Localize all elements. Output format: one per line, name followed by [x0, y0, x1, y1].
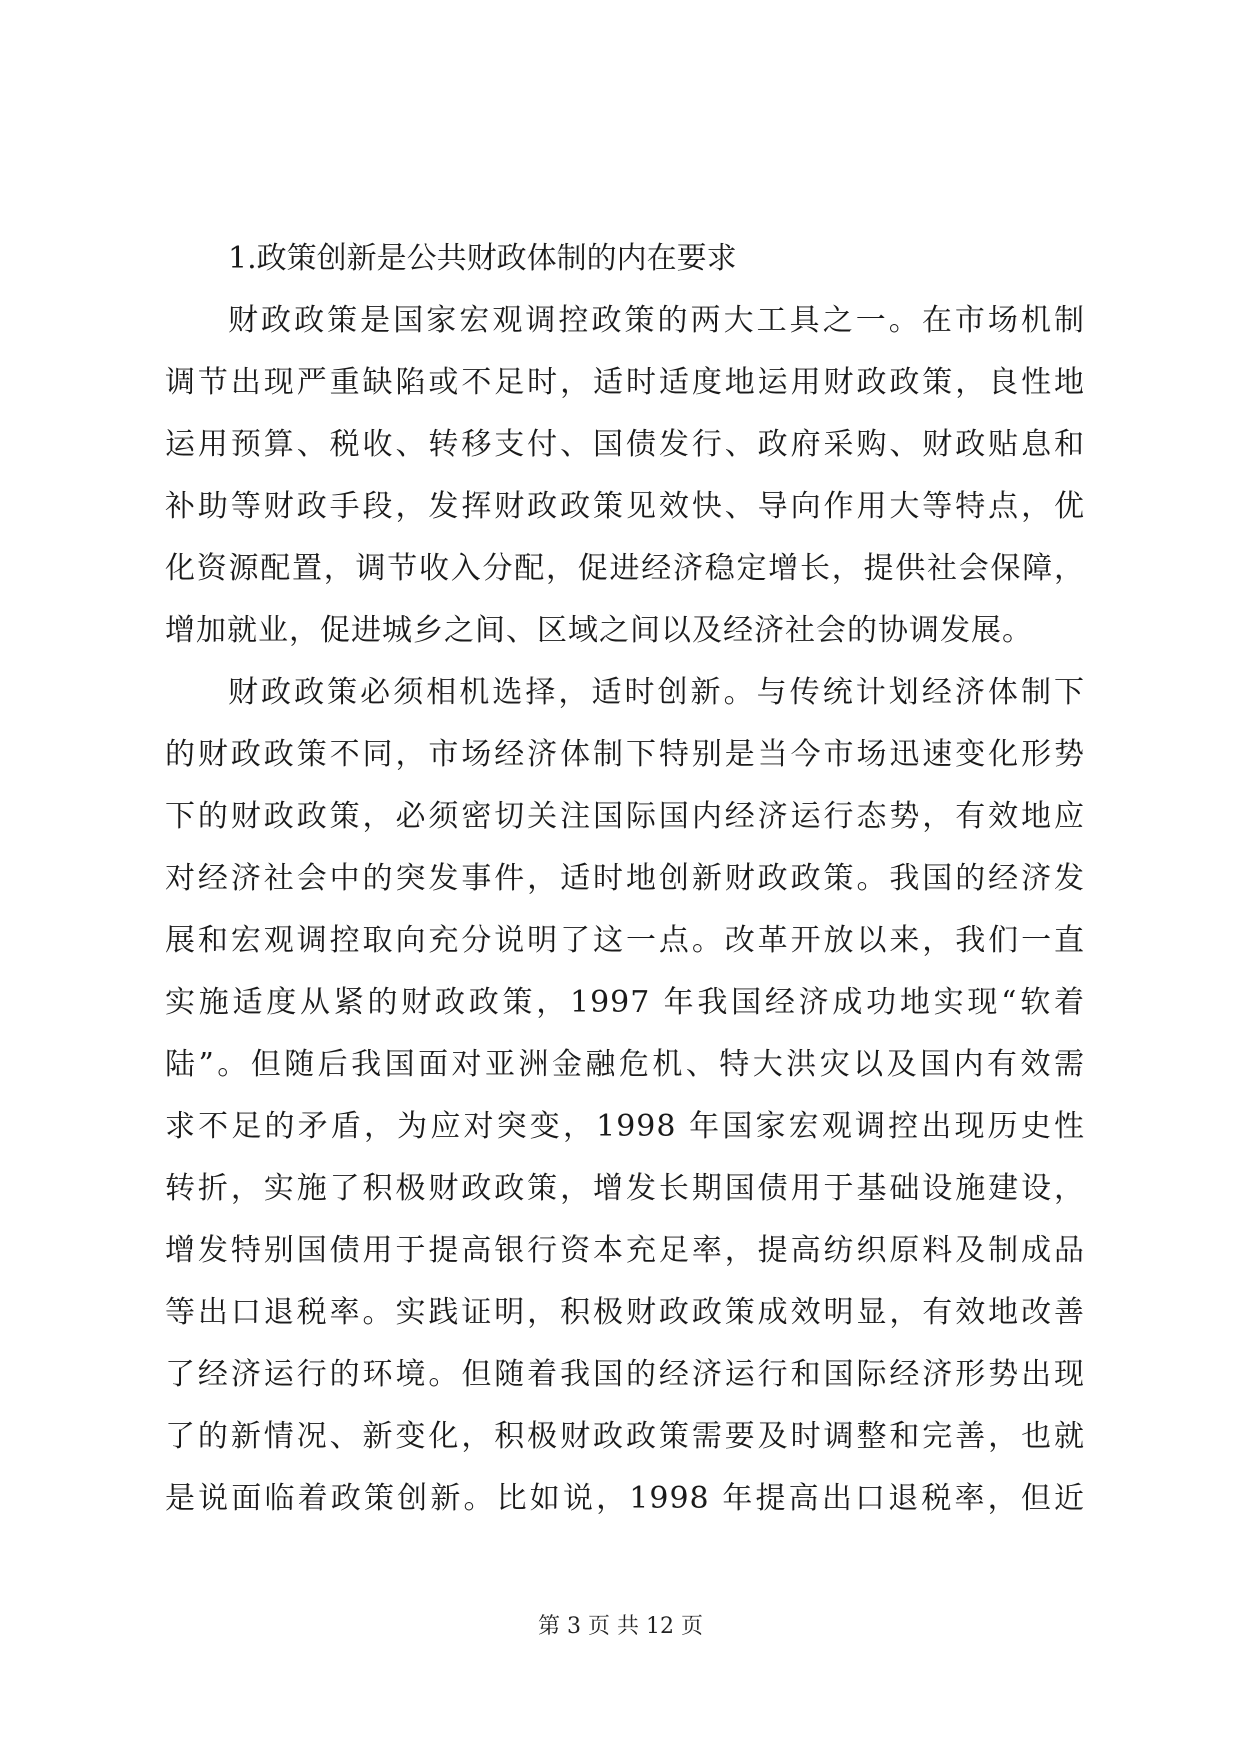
paragraph-line: 运用预算、税收、转移支付、国债发行、政府采购、财政贴息和	[165, 427, 1085, 462]
paragraph-line: 调节出现严重缺陷或不足时，适时适度地运用财政政策，良性地	[165, 365, 1085, 400]
paragraph-line: 补助等财政手段，发挥财政政策见效快、导向作用大等特点，优	[165, 489, 1085, 524]
paragraph-line: 陆”。但随后我国面对亚洲金融危机、特大洪灾以及国内有效需	[165, 1047, 1085, 1082]
paragraph-line: 增发特别国债用于提高银行资本充足率，提高纺织原料及制成品	[165, 1233, 1085, 1268]
paragraph-2	[165, 662, 1085, 1530]
paragraph-line: 了的新情况、新变化，积极财政政策需要及时调整和完善，也就	[165, 1419, 1085, 1454]
paragraph-line: 是说面临着政策创新。比如说，1998 年提高出口退税率，但近	[165, 1481, 1085, 1516]
paragraph-1	[165, 290, 1085, 662]
document-body	[165, 228, 1085, 1530]
paragraph-line: 化资源配置，调节收入分配，促进经济稳定增长，提供社会保障，	[165, 551, 1085, 586]
paragraph-line: 实施适度从紧的财政政策，1997 年我国经济成功地实现“软着	[165, 985, 1085, 1020]
paragraph-line: 财政政策是国家宏观调控政策的两大工具之一。在市场机制	[228, 303, 1085, 338]
paragraph-line: 增加就业，促进城乡之间、区域之间以及经济社会的协调发展。	[165, 613, 1033, 648]
paragraph-line: 转折，实施了积极财政政策，增发长期国债用于基础设施建设，	[165, 1171, 1085, 1206]
paragraph-line: 对经济社会中的突发事件，适时地创新财政政策。我国的经济发	[165, 861, 1085, 896]
section-heading: 1.政策创新是公共财政体制的内在要求	[228, 241, 737, 276]
paragraph-line: 财政政策必须相机选择，适时创新。与传统计划经济体制下	[228, 675, 1085, 710]
paragraph-line: 求不足的矛盾，为应对突变，1998 年国家宏观调控出现历史性	[165, 1109, 1085, 1144]
paragraph-line: 下的财政政策，必须密切关注国际国内经济运行态势，有效地应	[165, 799, 1085, 834]
paragraph-line: 的财政政策不同，市场经济体制下特别是当今市场迅速变化形势	[165, 737, 1085, 772]
paragraph-line: 了经济运行的环境。但随着我国的经济运行和国际经济形势出现	[165, 1357, 1085, 1392]
paragraph-line: 等出口退税率。实践证明，积极财政政策成效明显，有效地改善	[165, 1295, 1085, 1330]
page-number-label: 第 3 页 共 12 页	[538, 1614, 703, 1639]
paragraph-line: 展和宏观调控取向充分说明了这一点。改革开放以来，我们一直	[165, 923, 1085, 958]
page-footer	[0, 1612, 1241, 1642]
